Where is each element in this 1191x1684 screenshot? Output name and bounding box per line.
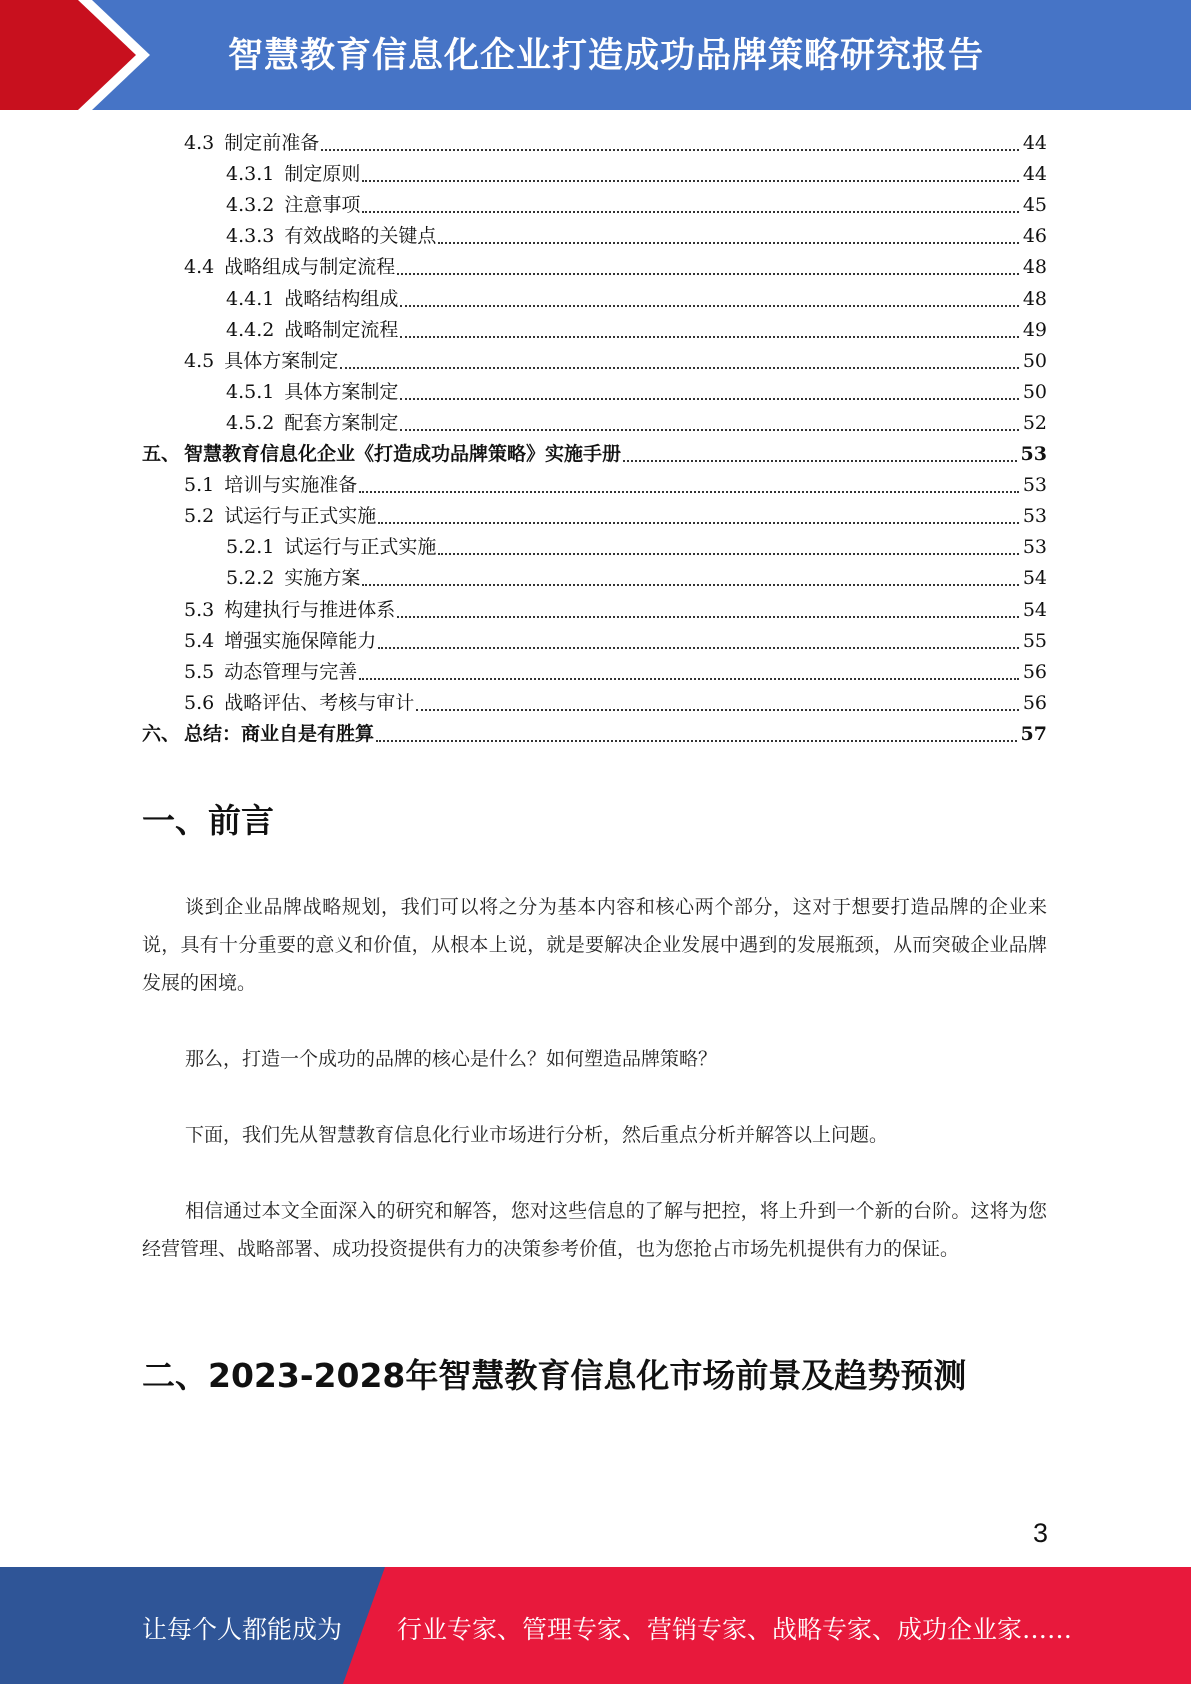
toc-entry-number: 5.2 (184, 505, 215, 527)
toc-dot-leader (397, 272, 1019, 275)
toc-entry-page: 53 (1022, 536, 1047, 558)
toc-dot-leader (378, 646, 1019, 649)
toc-entry-title: 配套方案制定 (284, 412, 399, 434)
toc-entry-number: 4.5.1 (226, 381, 275, 403)
toc-entry-title: 战略评估、考核与审计 (224, 692, 415, 714)
section-heading-preface: 一、前言 (142, 801, 274, 840)
toc-entry[interactable] (184, 346, 1047, 377)
toc-entry-title: 有效战略的关键点 (284, 225, 437, 247)
toc-dot-leader (438, 241, 1018, 244)
toc-entry-title: 注意事项 (284, 194, 361, 216)
toc-entry-title: 战略制定流程 (284, 319, 399, 341)
toc-entry-page: 50 (1022, 381, 1047, 403)
toc-entry-page: 53 (1020, 443, 1047, 465)
page-number: 3 (1032, 1518, 1048, 1548)
toc-entry[interactable] (184, 470, 1047, 501)
toc-entry[interactable] (142, 439, 1047, 470)
toc-entry-title: 动态管理与完善 (224, 661, 358, 683)
toc-dot-leader (400, 304, 1018, 307)
toc-dot-leader (397, 615, 1019, 618)
toc-entry[interactable] (226, 408, 1047, 439)
toc-entry-page: 46 (1022, 225, 1047, 247)
toc-dot-leader (362, 179, 1018, 182)
toc-entry-number: 4.4 (184, 256, 215, 278)
paragraph: 下面，我们先从智慧教育信息化行业市场进行分析，然后重点分析并解答以上问题。 (185, 1124, 889, 1146)
toc-entry-title: 智慧教育信息化企业《打造成功品牌策略》实施手册 (184, 443, 622, 465)
toc-entry-title: 具体方案制定 (284, 381, 399, 403)
toc-entry[interactable] (226, 563, 1047, 594)
toc-entry-number: 5.3 (184, 599, 215, 621)
toc-entry[interactable] (226, 532, 1047, 563)
toc-entry-number: 4.4.1 (226, 288, 275, 310)
toc-entry-title: 试运行与正式实施 (284, 536, 437, 558)
report-title: 智慧教育信息化企业打造成功品牌策略研究报告 (228, 36, 985, 76)
toc-entry-page: 53 (1022, 474, 1047, 496)
toc-entry-page: 52 (1022, 412, 1047, 434)
toc-entry-number: 4.4.2 (226, 319, 275, 341)
header-banner (0, 0, 1191, 110)
footer-banner (0, 1567, 1191, 1684)
toc-dot-leader (438, 552, 1018, 555)
toc-dot-leader (400, 397, 1018, 400)
toc-entry-title: 试运行与正式实施 (224, 505, 377, 527)
toc-entry-title: 构建执行与推进体系 (224, 599, 396, 621)
toc-entry-title: 培训与实施准备 (224, 474, 358, 496)
toc-dot-leader (321, 148, 1019, 151)
toc-entry-title: 总结：商业自是有胜算 (184, 723, 375, 745)
paragraph: 相信通过本文全面深入的研究和解答，您对这些信息的了解与把控，将上升到一个新的台阶。这将为您经营管理、战略部署、成功投资提供有力的决策参考价值，也为您抢占市场先机提供有力的保证。 (142, 1200, 1047, 1260)
toc-dot-leader (416, 708, 1019, 711)
toc-entry[interactable] (184, 626, 1047, 657)
toc-entry-number: 4.5.2 (226, 412, 275, 434)
footer-slogan-left: 让每个人都能成为 (142, 1615, 343, 1644)
toc-dot-leader (362, 210, 1018, 213)
toc-entry[interactable] (226, 315, 1047, 346)
toc-entry[interactable] (226, 190, 1047, 221)
toc-entry-title: 制定原则 (284, 163, 361, 185)
paragraph: 谈到企业品牌战略规划，我们可以将之分为基本内容和核心两个部分，这对于想要打造品牌的企业来说，具有十分重要的意义和价值，从根本上说，就是要解决企业发展中遇到的发展瓶颈，从而突破企业品牌发展的困境。 (142, 896, 1047, 994)
toc-entry[interactable] (184, 501, 1047, 532)
toc-entry-page: 48 (1022, 256, 1047, 278)
toc-entry-number: 5.4 (184, 630, 215, 652)
toc-entry[interactable] (226, 284, 1047, 315)
toc-entry-number: 五、 (142, 443, 181, 465)
toc-dot-leader (400, 428, 1018, 431)
footer-slogan-right: 行业专家、管理专家、营销专家、战略专家、成功企业家…… (397, 1615, 1073, 1644)
toc-entry[interactable] (226, 377, 1047, 408)
toc-entry-number: 5.2.2 (226, 567, 275, 589)
toc-entry-page: 53 (1022, 505, 1047, 527)
toc-entry-page: 45 (1022, 194, 1047, 216)
paragraph: 那么，打造一个成功的品牌的核心是什么？如何塑造品牌策略？ (185, 1048, 718, 1070)
toc-entry[interactable] (184, 252, 1047, 283)
toc-entry-page: 48 (1022, 288, 1047, 310)
toc-dot-leader (376, 739, 1017, 742)
toc-entry[interactable] (226, 159, 1047, 190)
toc-dot-leader (359, 490, 1019, 493)
toc-entry-title: 具体方案制定 (224, 350, 339, 372)
toc-entry-page: 54 (1022, 567, 1047, 589)
toc-entry-title: 战略组成与制定流程 (224, 256, 396, 278)
toc-entry-number: 六、 (142, 723, 181, 745)
toc-dot-leader (340, 366, 1019, 369)
toc-entry[interactable] (226, 221, 1047, 252)
toc-entry-title: 制定前准备 (224, 132, 320, 154)
toc-dot-leader (623, 459, 1017, 462)
toc-entry-page: 54 (1022, 599, 1047, 621)
toc-dot-leader (362, 583, 1018, 586)
toc-entry[interactable] (184, 595, 1047, 626)
toc-entry-page: 49 (1022, 319, 1047, 341)
toc-entry[interactable] (184, 128, 1047, 159)
toc-entry-number: 5.1 (184, 474, 215, 496)
toc-entry-title: 实施方案 (284, 567, 361, 589)
toc-dot-leader (378, 521, 1019, 524)
toc-entry-page: 56 (1022, 692, 1047, 714)
toc-entry-number: 4.5 (184, 350, 215, 372)
header-arrow-icon (0, 0, 160, 110)
toc-entry-number: 4.3.2 (226, 194, 275, 216)
toc-entry-number: 4.3.3 (226, 225, 275, 247)
toc-entry-number: 4.3 (184, 132, 215, 154)
toc-dot-leader (359, 677, 1019, 680)
toc-entry-page: 56 (1022, 661, 1047, 683)
toc-entry[interactable] (142, 719, 1047, 750)
toc-dot-leader (400, 335, 1018, 338)
section-heading-market-forecast: 二、2023-2028年智慧教育信息化市场前景及趋势预测 (142, 1356, 967, 1395)
toc-entry-title: 战略结构组成 (284, 288, 399, 310)
toc-entry-page: 44 (1022, 132, 1047, 154)
toc-entry-page: 55 (1022, 630, 1047, 652)
toc-entry-number: 4.3.1 (226, 163, 275, 185)
toc-entry-page: 57 (1020, 723, 1047, 745)
toc-entry[interactable] (184, 688, 1047, 719)
toc-entry-number: 5.2.1 (226, 536, 275, 558)
toc-entry-title: 增强实施保障能力 (224, 630, 377, 652)
toc-entry[interactable] (184, 657, 1047, 688)
toc-entry-number: 5.6 (184, 692, 215, 714)
toc-entry-page: 44 (1022, 163, 1047, 185)
toc-entry-number: 5.5 (184, 661, 215, 683)
toc-entry-page: 50 (1022, 350, 1047, 372)
